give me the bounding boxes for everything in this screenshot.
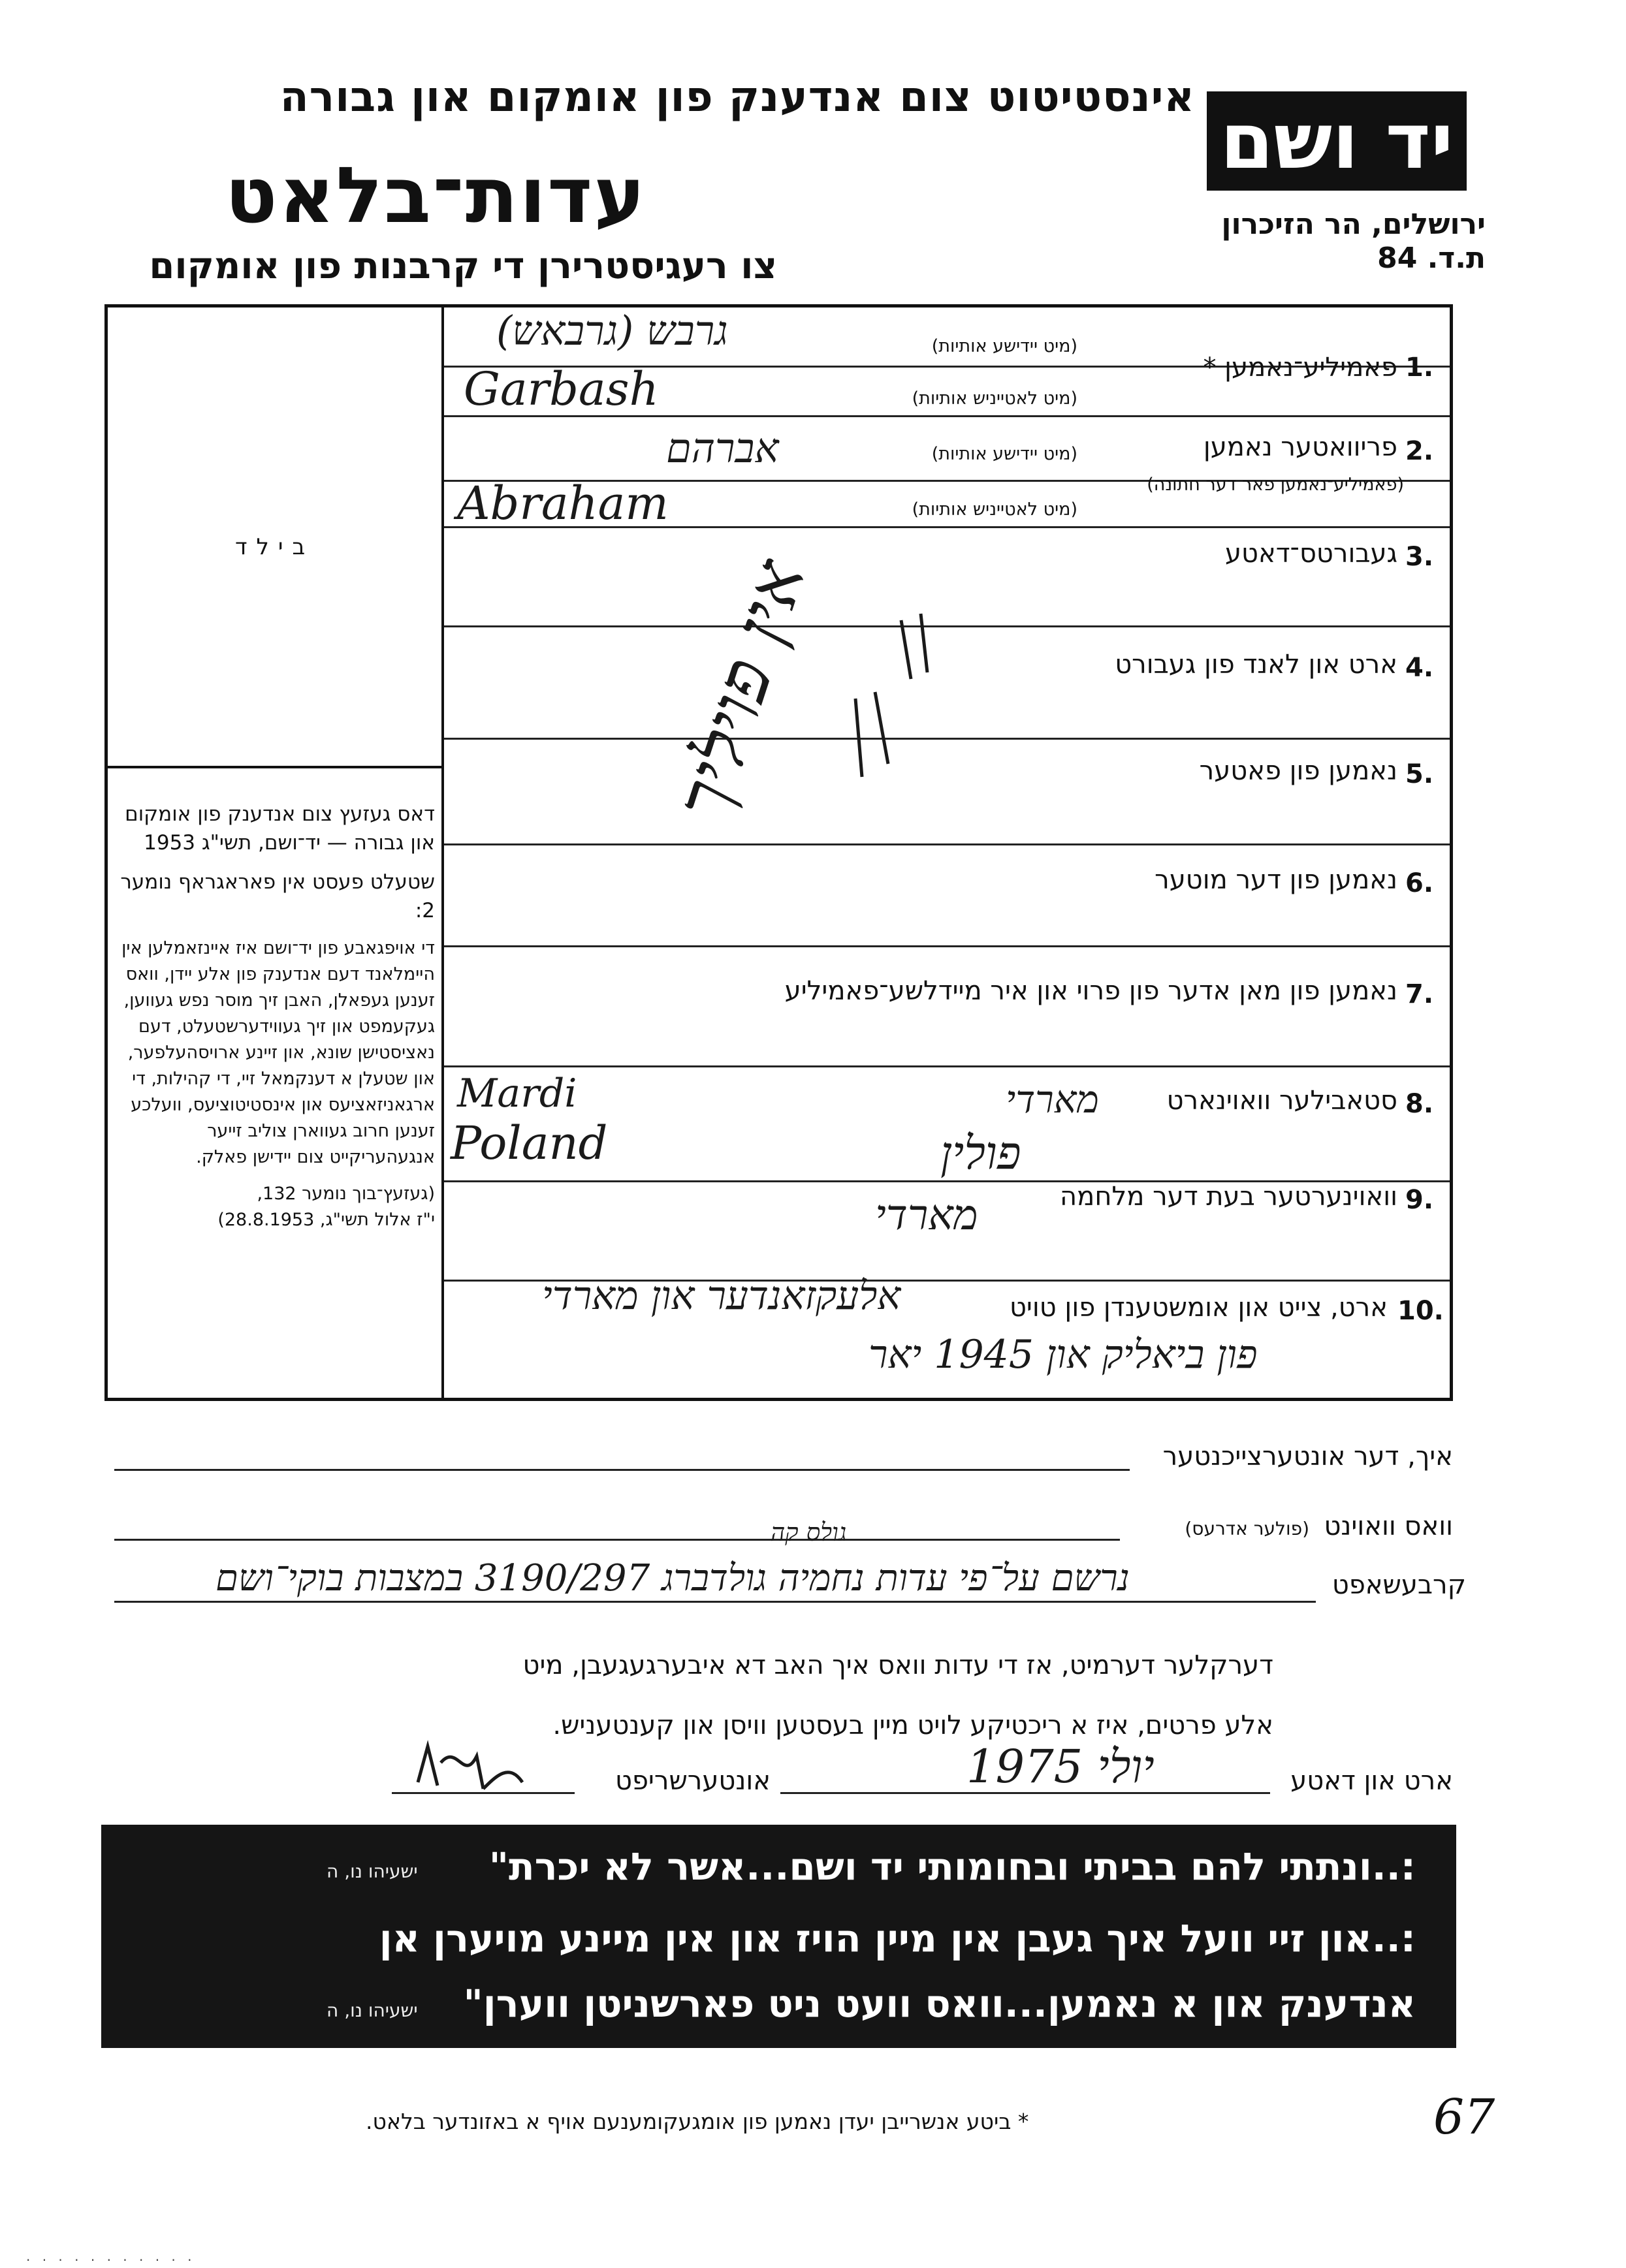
- relation-hand[interactable]: נרשם על־פי עדות נחמיה גולדברג 3190/297 במצבות בוקי־ושם: [215, 1557, 1130, 1599]
- declaration-line2: אלע פרטים, איז א ריכטיקע לויט מיין בעסטען וויסן און קענטעניש.: [552, 1710, 1273, 1740]
- field-2-sub-yiddish: (מיט יידישע אותיות): [931, 444, 1077, 464]
- field-2-sub-latin: (מיט לאטייניש אותיות): [912, 499, 1077, 520]
- field-1-sub-latin: (מיט לאטייניש אותיות): [912, 388, 1077, 409]
- yad-vashem-logo: יד ושם: [1207, 91, 1467, 191]
- declaration-line1: דערקלער דערמיט, אז די עדות וואס איך האב דא איבערגעגעבן, מיט: [522, 1650, 1273, 1680]
- residence-field[interactable]: [114, 1539, 1120, 1541]
- field-6-line: [444, 945, 1450, 947]
- field-1-hand-yiddish[interactable]: גרבש (גרבאש): [496, 307, 728, 354]
- residence-label: וואס וואוינט: [1324, 1511, 1453, 1541]
- field-5-line: [444, 843, 1450, 845]
- field-9-label: וואוינערטער בעת דער מלחמה: [1060, 1182, 1397, 1212]
- law-body: די אויפגאבע פון יד־ושם איז איינזאמלען אין היימלאנד דעם אנדענק פון אלע יידן, וואס זענען געפאלן, האבן זיך מוסר נפש געווען, געקעמפט און זיך געווידערשטעלט, דעם נאציסטישן שונא, און זיינע ארויסהעלפער, און שטעלן א דענקמאל זיי, די קהילות, די ארגאניזאציעס און אינסטיטוציעס, וועלכע זענען חרוב געווארן צוליב זייער אנגעהעריקייט צום יידישן פאלק.: [121, 938, 435, 1167]
- margin-scrawl: אין פויליך: [660, 550, 821, 829]
- field-2-hand-yiddish[interactable]: אברהם: [666, 424, 779, 472]
- field-7-label: נאמען פון מאן אדער פון פרוי און איר מיידלשע־פאמיליע: [784, 976, 1397, 1006]
- field-4-label: ארט און לאנד פון געבורט: [1115, 650, 1397, 680]
- address-line2: ת.ד. 84: [1377, 242, 1486, 275]
- address-block: [1221, 208, 1486, 276]
- place-date-label: ארט און דאטע: [1290, 1766, 1453, 1796]
- footnote: * ביטע אנשרייבן יעדן נאמען פון אומגעקומענעם אויף א באזונדער בלאט.: [366, 2109, 1029, 2134]
- quote-ref2: ישעיהו נו, ה: [327, 2000, 418, 2021]
- field-9-hand[interactable]: מארדי: [875, 1191, 978, 1240]
- field-8-hand-country-yiddish[interactable]: פולין: [940, 1126, 1021, 1180]
- quote-banner: [101, 1825, 1456, 2048]
- undersigned-label: איך, דער אונטערצייכנטער: [1162, 1441, 1453, 1472]
- institute-title: אינסטיטוט צום אנדענק פון אומקום און גבורה: [279, 73, 1195, 121]
- undersigned-field[interactable]: [114, 1469, 1130, 1471]
- field-8-label: סטאבילער וואוינארט: [1166, 1086, 1397, 1116]
- signature-mark: [411, 1737, 529, 1795]
- quote-ref1: ישעיהו נו, ה: [327, 1861, 418, 1882]
- residence-note: (פולער אדרעס): [1185, 1518, 1309, 1539]
- field-1-sub-yiddish: (מיט יידישע אותיות): [931, 336, 1077, 356]
- field-6-label: נאמען פון דער מוטער: [1155, 865, 1397, 895]
- declaration-text: [163, 1635, 1273, 1756]
- relation-field[interactable]: [114, 1601, 1316, 1603]
- field-2-hand-latin[interactable]: Abraham: [457, 477, 669, 530]
- field-2-label: פריוואטער נאמען: [1203, 432, 1397, 462]
- field-5-label: נאמען פון פאטער: [1199, 756, 1397, 786]
- field-3-number: 3.: [1405, 542, 1434, 572]
- field-7-number: 7.: [1405, 979, 1434, 1009]
- field-1-label: פאמיליע־נאמען *: [1203, 353, 1397, 383]
- field-1-number: 1.: [1405, 353, 1434, 383]
- field-10-hand-line2[interactable]: פון ביאליק און 1945 יאר: [869, 1332, 1258, 1378]
- scan-dots: · · · · · · · · · · ·: [26, 2252, 196, 2268]
- relation-hand-note: גולס קה: [771, 1518, 847, 1547]
- field-2-number: 2.: [1405, 436, 1434, 466]
- page-number: 67: [1433, 2089, 1495, 2145]
- form-title: עדות־בלאט: [225, 150, 646, 240]
- field-6-number: 6.: [1405, 868, 1434, 898]
- date-hand[interactable]: יולי 1975: [966, 1740, 1155, 1793]
- relation-label: קרבעשאפט: [1331, 1570, 1466, 1600]
- law-citation-1: (געזעץ־בוך נומער 132,: [257, 1184, 435, 1204]
- field-2-note: (פאמיליע־נאמען פאר דער חתונה): [1147, 475, 1404, 495]
- quote-line3: אנדענק און א נאמען...וואס וועט ניט פארשניטן ווערן": [463, 1981, 1416, 2026]
- photo-label: בילד: [235, 534, 315, 560]
- field-9-number: 9.: [1405, 1185, 1434, 1215]
- field-10-label: ארט, צייט און אומשטענדן פון טויט: [1009, 1293, 1388, 1323]
- field-7-line: [444, 1065, 1450, 1067]
- field-8-number: 8.: [1405, 1089, 1434, 1119]
- quote-line2: :..און זיי וועל איך געבן אין מיין הויז און אין מיינע מויערן אן: [379, 1916, 1416, 1961]
- field-4-number: 4.: [1405, 653, 1434, 683]
- law-citation-2: י"ז אלול תשי"ג, 28.8.1953): [217, 1210, 435, 1230]
- address-line1: ירושלים, הר הזיכרון: [1221, 208, 1486, 241]
- law-title: דאס געזעץ צום אנדענק פון אומקום און גבורה — יד־ושם, תשי"ג 1953: [125, 802, 435, 855]
- field-1-hand-latin[interactable]: Garbash: [464, 362, 659, 416]
- quote-line1: :..ונתתי להם בביתי ובחומותי יד ושם...אשר לא יכרת": [488, 1844, 1416, 1889]
- field-8-hand-yiddish[interactable]: מארדי: [1006, 1077, 1099, 1122]
- scrawl-strokes: [849, 607, 980, 790]
- field-8-hand-latin[interactable]: Mardi: [457, 1071, 577, 1116]
- field-5-number: 5.: [1405, 759, 1434, 789]
- field-3-label: געבורטס־דאטע: [1224, 539, 1397, 569]
- law-paragraph-ref: שטעלט פעסט אין פאראגראף נומער 2:: [120, 870, 435, 922]
- field-10-number: 10.: [1397, 1296, 1444, 1326]
- column-divider: [441, 767, 444, 1398]
- form-subtitle: צו רעגיסטרירן די קרבנות פון אומקום: [149, 245, 777, 287]
- field-10-hand-line1[interactable]: אלעקזאנדער און מארדי: [542, 1273, 901, 1319]
- law-text: [116, 800, 435, 1244]
- signature-label: אונטערשריפט: [615, 1766, 771, 1796]
- field-8-hand-country[interactable]: Poland: [451, 1116, 608, 1170]
